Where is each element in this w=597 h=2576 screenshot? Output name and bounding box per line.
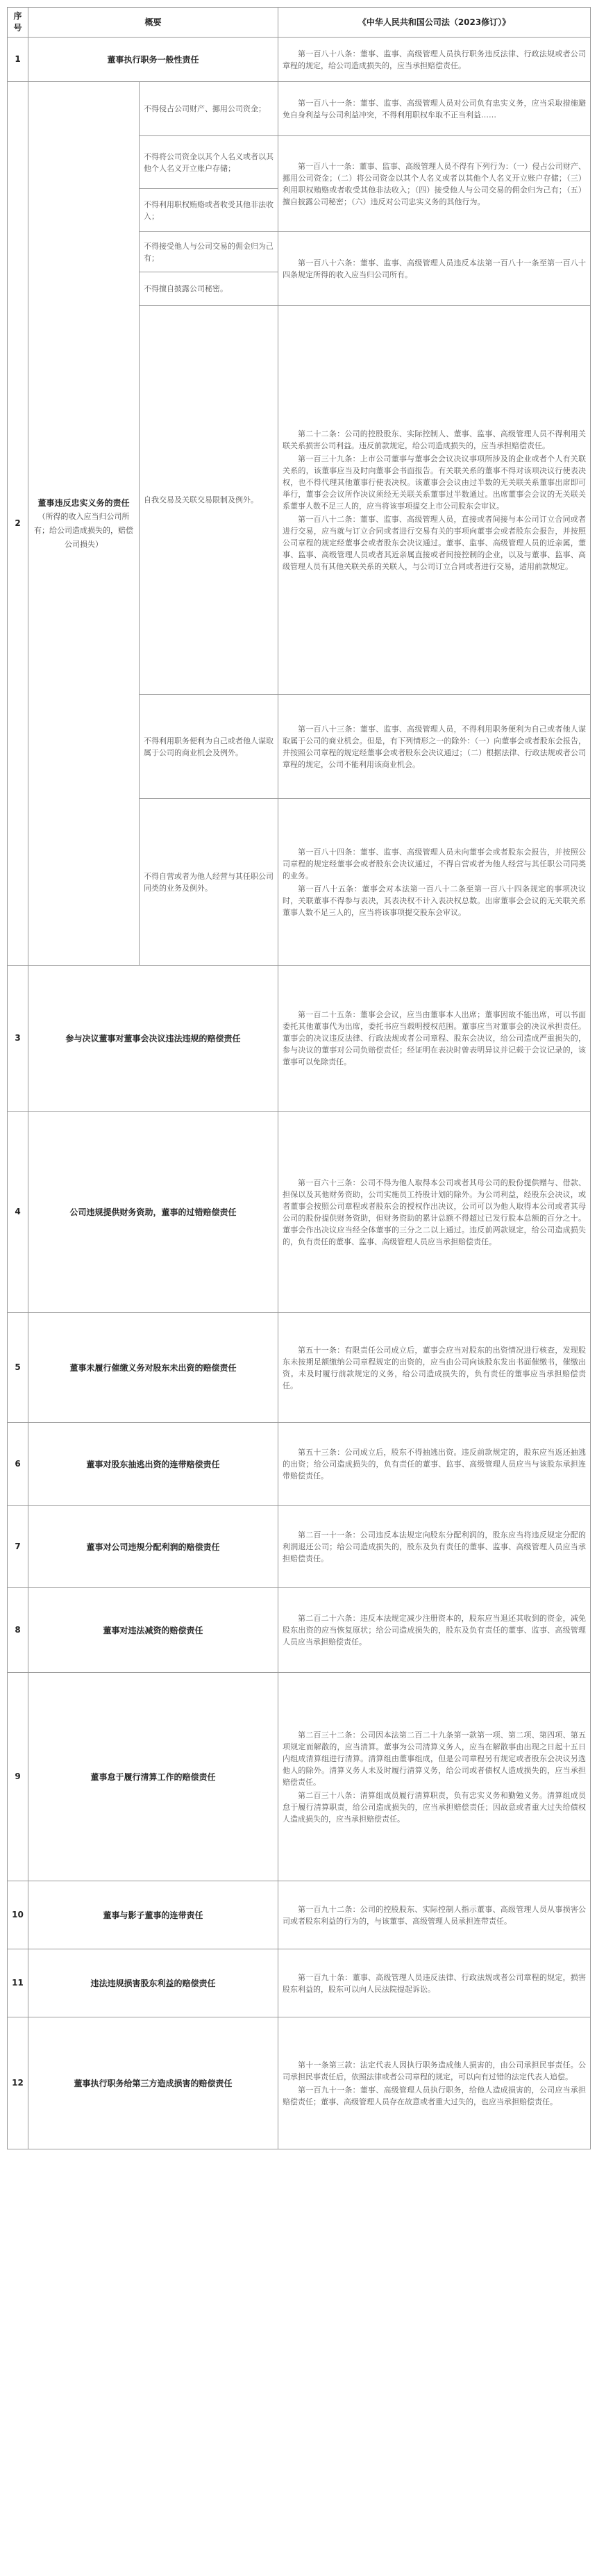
- law-text: 第一百九十二条：公司的控股股东、实际控制人指示董事、高级管理人员从事损害公司或者股东利益的行为的，与该董事、高级管理人员承担连带责任。: [278, 1881, 591, 1949]
- row-number: 11: [8, 1949, 28, 2017]
- table-row: [8, 966, 591, 1112]
- table-row: [8, 1423, 591, 1506]
- table-row: [8, 1949, 591, 2017]
- table-row: [8, 1881, 591, 1949]
- header-summary: 概要: [28, 8, 278, 38]
- sub-summary: 不得自营或者为他人经营与其任职公司同类的业务及例外。: [140, 799, 278, 966]
- row-number: 9: [8, 1673, 28, 1881]
- table-header-row: [8, 8, 591, 38]
- row-title: 违法违规损害股东利益的赔偿责任: [28, 1949, 278, 2017]
- sub-summary: 不得擅自披露公司秘密。: [140, 272, 278, 306]
- table-row: [8, 1112, 591, 1313]
- sub-summary: 不得侵占公司财产、挪用公司资金；: [140, 82, 278, 136]
- law-text: 第二百二十六条：违反本法规定减少注册资本的，股东应当退还其收到的资金，减免股东出资的应当恢复原状；给公司造成损失的，股东及负有责任的董事、监事、高级管理人员应当承担赔偿责任。: [278, 1588, 591, 1673]
- law-text: 第二百三十二条：公司因本法第二百二十九条第一款第一项、第二项、第四项、第五项规定而解散的，应当清算。董事为公司清算义务人，应当在解散事由出现之日起十五日内组成清算组进行清算。清算组由董事组成，但是公司章程另有规定或者股东会决议另选他人的除外。清算义务人未及时履行清算义务，给公司或者债权人造成损失的，应当承担赔偿责任。 第二百三十八条：清算组成员履行清算职责，负有忠实义务和勤勉义务。清算组成员怠于履行清算职责，给公司造成损失的，应当承担赔偿责任；因故意或者重大过失给债权人造成损失的，应当承担赔偿责任。: [278, 1673, 591, 1881]
- row-title: 董事执行职务一般性责任: [28, 38, 278, 82]
- row-title: 董事对公司违规分配利润的赔偿责任: [28, 1506, 278, 1588]
- row-number: 5: [8, 1313, 28, 1423]
- row-title: 公司违规提供财务资助，董事的过错赔偿责任: [28, 1112, 278, 1313]
- law-text: 第一百八十四条：董事、监事、高级管理人员未向董事会或者股东会报告，并按照公司章程的规定经董事会或者股东会决议通过，不得自营或者为他人经营与其任职公司同类的业务。 第一百八十五条：董事会对本法第一百八十二条至第一百八十四条规定的事项决议时，关联董事不得参与表决，其表决权不计入表决权总数。出席董事会会议的无关联关系董事人数不足三人的，应当将该事项提交股东会审议。: [278, 799, 591, 966]
- law-text: 第一百六十三条：公司不得为他人取得本公司或者其母公司的股份提供赠与、借款、担保以及其他财务资助，公司实施员工持股计划的除外。为公司利益，经股东会决议，或者董事会按照公司章程或者股东会的授权作出决议，公司可以为他人取得本公司或者其母公司的股份提供财务资助，但财务资助的累计总额不得超过已发行股本总额的百分之十。董事会作出决议应当经全体董事的三分之二以上通过。违反前两款规定，给公司造成损失的，负有责任的董事、监事、高级管理人员应当承担赔偿责任。: [278, 1112, 591, 1313]
- row-number: 10: [8, 1881, 28, 1949]
- sub-summary: 自我交易及关联交易限制及例外。: [140, 306, 278, 695]
- header-index: 序号: [8, 8, 28, 38]
- table-row: [8, 1313, 591, 1423]
- row-number: 6: [8, 1423, 28, 1506]
- law-text: 第二十二条：公司的控股股东、实际控制人、董事、监事、高级管理人员不得利用关联关系损害公司利益。违反前款规定，给公司造成损失的，应当承担赔偿责任。 第一百三十九条：上市公司董事与董事会会议决议事项所涉及的企业或者个人有关联关系的，该董事应当及时向董事会书面报告。有关联关系的董事不得对该项决议行使表决权，也不得代理其他董事行使表决权。该董事会会议由过半数的无关联关系董事出席即可举行，董事会会议所作决议须经无关联关系董事过半数通过。出席董事会会议的无关联关系董事人数不足三人的，应当将该事项提交上市公司股东会审议。 第一百八十二条：董事、监事、高级管理人员，直接或者间接与本公司订立合同或者进行交易，应当就与订立合同或者进行交易有关的事项向董事会或者股东会报告，并按照公司章程的规定经董事会或者股东会决议通过。董事、监事、高级管理人员的近亲属，董事、监事、高级管理人员或者其近亲属直接或者间接控制的企业，以及与董事、监事、高级管理人员有其他关联关系的关联人，与公司订立合同或者进行交易，适用前款规定。: [278, 306, 591, 695]
- row-title: 董事未履行催缴义务对股东未出资的赔偿责任: [28, 1313, 278, 1423]
- row-number: 7: [8, 1506, 28, 1588]
- row-number: 1: [8, 38, 28, 82]
- law-text: 第一百八十一条：董事、监事、高级管理人员不得有下列行为：（一）侵占公司财产、挪用公司资金；（二）将公司资金以其个人名义或者以其他个人名义开立账户存储；（三）利用职权贿赂或者收受其他非法收入；（四）接受他人与公司交易的佣金归为己有；（五）擅自披露公司秘密；（六）违反对公司忠实义务的其他行为。: [278, 136, 591, 232]
- table-row: [8, 1588, 591, 1673]
- table-row: [8, 38, 591, 82]
- law-text: 第五十一条：有限责任公司成立后，董事会应当对股东的出资情况进行核查，发现股东未按期足额缴纳公司章程规定的出资的，应当由公司向该股东发出书面催缴书，催缴出资。未及时履行前款规定的义务，给公司造成损失的，负有责任的董事应当承担赔偿责任。: [278, 1313, 591, 1423]
- row-title: 董事执行职务给第三方造成损害的赔偿责任: [28, 2017, 278, 2149]
- law-text: 第一百八十八条：董事、监事、高级管理人员执行职务违反法律、行政法规或者公司章程的规定，给公司造成损失的，应当承担赔偿责任。: [278, 38, 591, 82]
- law-text: 第十一条第三款：法定代表人因执行职务造成他人损害的，由公司承担民事责任。公司承担民事责任后，依照法律或者公司章程的规定，可以向有过错的法定代表人追偿。 第一百九十一条：董事、高级管理人员执行职务，给他人造成损害的，公司应当承担赔偿责任；董事、高级管理人员存在故意或者重大过失的，也应当承担赔偿责任。: [278, 2017, 591, 2149]
- law-table: [7, 7, 591, 2149]
- law-text: 第一百八十一条：董事、监事、高级管理人员对公司负有忠实义务，应当采取措施避免自身利益与公司利益冲突，不得利用职权牟取不正当利益……: [278, 82, 591, 136]
- row-number: 8: [8, 1588, 28, 1673]
- law-text: 第一百九十条：董事、高级管理人员违反法律、行政法规或者公司章程的规定，损害股东利益的，股东可以向人民法院提起诉讼。: [278, 1949, 591, 2017]
- law-text: 第一百二十五条：董事会会议，应当由董事本人出席；董事因故不能出席，可以书面委托其他董事代为出席，委托书应当载明授权范围。董事应当对董事会的决议承担责任。董事会的决议违反法律、行政法规或者公司章程、股东会决议，给公司造成严重损失的，参与决议的董事对公司负赔偿责任；经证明在表决时曾表明异议并记载于会议记录的，该董事可以免除责任。: [278, 966, 591, 1112]
- row-number: 4: [8, 1112, 28, 1313]
- law-text: 第二百一十一条：公司违反本法规定向股东分配利润的，股东应当将违反规定分配的利润退还公司；给公司造成损失的，股东及负有责任的董事、监事、高级管理人员应当承担赔偿责任。: [278, 1506, 591, 1588]
- row-title: 董事与影子董事的连带责任: [28, 1881, 278, 1949]
- table-row: [8, 2017, 591, 2149]
- law-text: 第五十三条：公司成立后，股东不得抽逃出资。违反前款规定的，股东应当返还抽逃的出资；给公司造成损失的，负有责任的董事、监事、高级管理人员应当与该股东承担连带赔偿责任。: [278, 1423, 591, 1506]
- sub-summary: 不得接受他人与公司交易的佣金归为己有；: [140, 232, 278, 272]
- law-text: 第一百八十三条：董事、监事、高级管理人员，不得利用职务便利为自己或者他人谋取属于公司的商业机会。但是，有下列情形之一的除外：（一）向董事会或者股东会报告，并按照公司章程的规定经董事会或者股东会决议通过；（二）根据法律、行政法规或者公司章程的规定，公司不能利用该商业机会。: [278, 695, 591, 799]
- header-law: 《中华人民共和国公司法（2023修订）》: [278, 8, 591, 38]
- table-row: [8, 82, 591, 136]
- table-row: [8, 1673, 591, 1881]
- row-title-main: 董事违反忠实义务的责任: [37, 497, 130, 508]
- row-title: [28, 82, 140, 966]
- sub-summary: 不得利用职权贿赂或者收受其他非法收入；: [140, 189, 278, 232]
- row-title: 董事对股东抽逃出资的连带赔偿责任: [28, 1423, 278, 1506]
- sub-summary: 不得利用职务便利为自己或者他人谋取属于公司的商业机会及例外。: [140, 695, 278, 799]
- row-number: 12: [8, 2017, 28, 2149]
- row-title: 董事怠于履行清算工作的赔偿责任: [28, 1673, 278, 1881]
- row-title-note: （所得的收入应当归公司所有；给公司造成损失的，赔偿公司损失）: [34, 511, 133, 549]
- sub-summary: 不得将公司资金以其个人名义或者以其他个人名义开立账户存储；: [140, 136, 278, 189]
- law-text: 第一百八十六条：董事、监事、高级管理人员违反本法第一百八十一条至第一百八十四条规定所得的收入应当归公司所有。: [278, 232, 591, 306]
- row-number: 2: [8, 82, 28, 966]
- table-row: [8, 1506, 591, 1588]
- row-number: 3: [8, 966, 28, 1112]
- row-title: 董事对违法减资的赔偿责任: [28, 1588, 278, 1673]
- row-title: 参与决议董事对董事会决议违法违规的赔偿责任: [28, 966, 278, 1112]
